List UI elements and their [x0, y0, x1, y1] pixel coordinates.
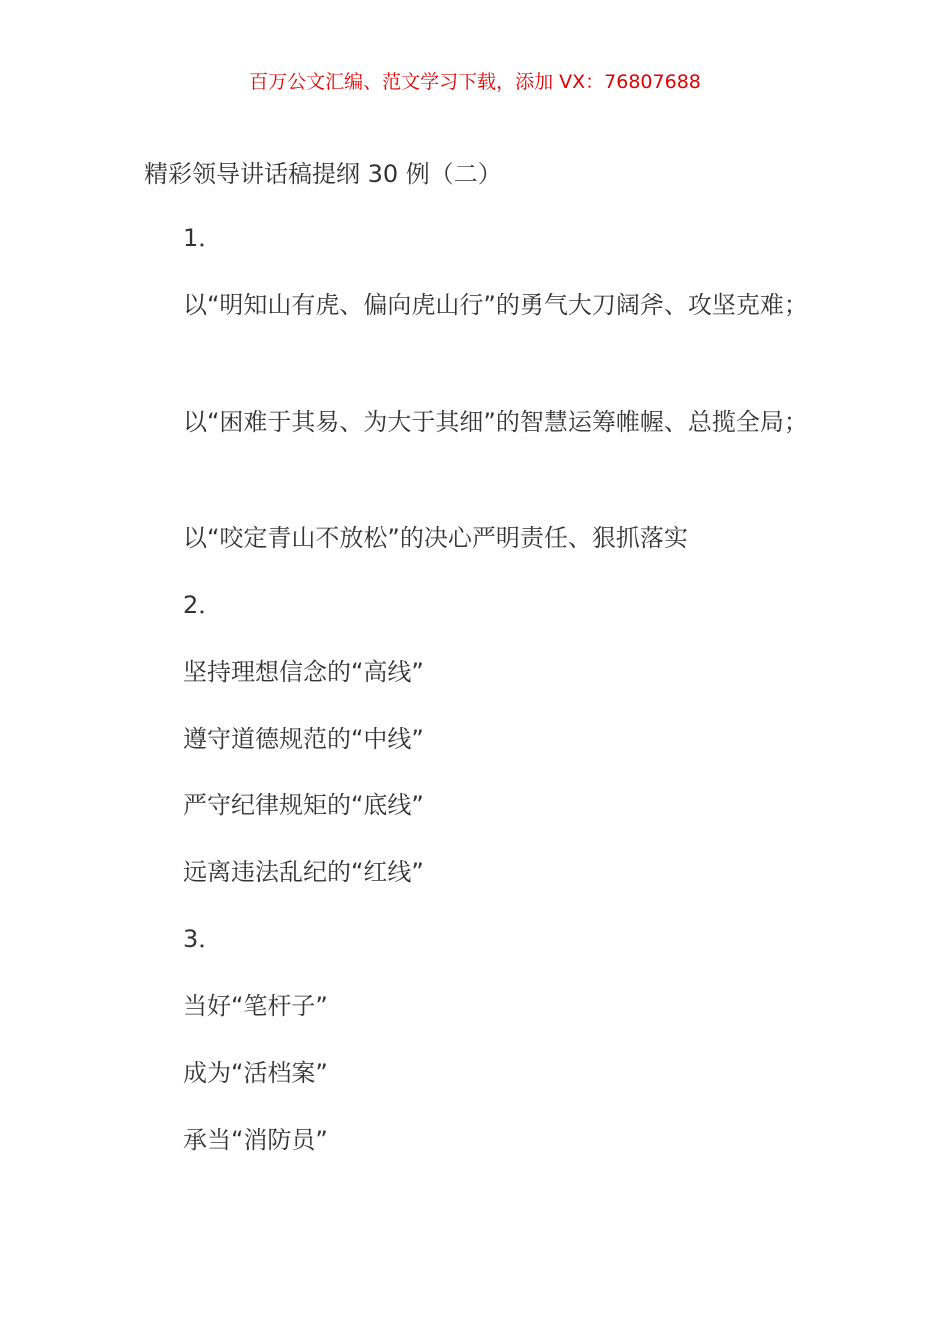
item-3-line-1: 当好“笔杆子” [183, 992, 328, 1020]
item-2-number: 2． [183, 591, 223, 619]
item-1-line-1: 以“明知山有虎、偏向虎山行”的勇气大刀阔斧、攻坚克难； [183, 291, 808, 319]
item-3-line-3: 承当“消防员” [183, 1126, 328, 1154]
header-watermark-note: 百万公文汇编、范文学习下载，添加 VX：76807688 [249, 71, 701, 93]
item-2-line-1: 坚持理想信念的“高线” [183, 658, 424, 686]
item-3-number: 3． [183, 925, 223, 953]
document-title: 精彩领导讲话稿提纲 30 例（二） [144, 160, 502, 188]
item-2-line-4: 远离违法乱纪的“红线” [183, 858, 424, 886]
item-1-number: 1． [183, 224, 223, 252]
item-3-line-2: 成为“活档案” [183, 1059, 328, 1087]
item-2-line-3: 严守纪律规矩的“底线” [183, 791, 424, 819]
item-1-line-3: 以“咬定青山不放松”的决心严明责任、狠抓落实 [183, 524, 688, 552]
item-1-line-2: 以“困难于其易、为大于其细”的智慧运筹帷幄、总揽全局； [183, 408, 808, 436]
item-2-line-2: 遵守道德规范的“中线” [183, 725, 424, 753]
